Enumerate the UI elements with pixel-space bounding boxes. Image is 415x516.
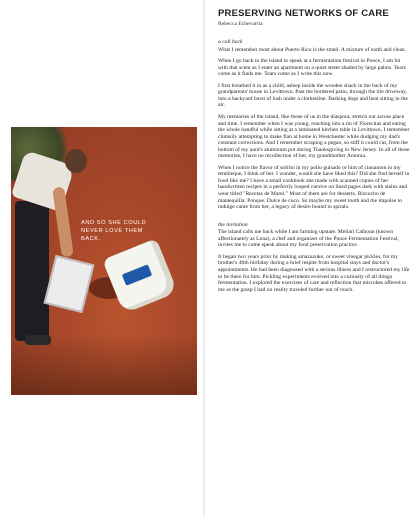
section-heading: a call back: [218, 39, 243, 45]
paragraph: My memories of the island, like those of us in the diaspora, stretch out across place and time. I remember when I was young, reaching into a tin of Florecitas and eating the whole handful while sitting at a laminated kitchen table in Levittown. I remember clumsily attempting to make flan at home in Westchester while dodging my dad's constant corrections. And I remember scraping a pegao, so stiff it could cut, from the bottom of my aunt's aluminum pot during Thanksgiving in New Jersey. In all of these memories, I have no recollection of her, my grandmother Antonia.: [218, 113, 410, 160]
photo-person-legs: [15, 201, 49, 341]
paragraph: When I notice the flavor of sofrito in my pollo guisado or hint of cinnamon in my tembleque, I think of her. I wonder, would she have liked this? Did she find herself in food like me? I have a small cookbook she made with scanned copies of her handwritten recipes in a perfectly looped cursive on lined pages dark with stains and wear titled "Recetas de Mami." Most of them are for desserts. Bizcocho de mantequilla. Ponque. Dulce de coco. So maybe my sweet tooth and the impulse to indulge came from her, a legacy of desire bound in spirals.: [218, 164, 410, 211]
photo-person-head: [65, 149, 87, 173]
article-byline: Rebecca Echevarria: [218, 21, 263, 27]
photo-person-arm: [52, 187, 74, 258]
paragraph: The island calls me back while I am farming upstate. Meliari Calhoun (known affectionately as Lona), a chef and organizer of the Ponce Fermentation Festival, invites me to come speak about my food preservation practice.: [218, 229, 399, 249]
photo-person-shoe: [25, 335, 51, 345]
left-page: [0, 0, 204, 516]
article: [218, 8, 410, 293]
paragraph: It began two years prior by making amazuzuke, or sweet vinegar pickles, for my brother's 40th birthday during a brief respite from hospital stays and doctor's appointments. He had been diagnosed with a serious illness and I restructured my life to be there for him. Pickling experiments evolved into a curiosity of all things fermentation. I explored the exercises of care and reflection that microbes offered to me as the grasp I had on reality traveled further out of reach.: [218, 253, 410, 293]
paragraph: What I remember most about Puerto Rico is the smell. A mixture of earth and clean.: [218, 46, 407, 53]
article-photo: [11, 127, 197, 395]
paragraph: I first breathed it in as a child, asleep inside the wooden shack in the back of my grandparents' house in Levittown. Past the bordered patio, through the tile driveway, into a backyard burst of lush under a clothesline. Barking dogs and heat sitting in the air.: [218, 82, 408, 109]
right-page: [206, 0, 415, 516]
section-heading: the invitation: [218, 221, 248, 228]
photo-caption: AND SO SHE COULD NEVER LOVE THEM BACK.: [81, 220, 147, 242]
photo-tray: [44, 255, 95, 313]
paragraph: When I go back to the island to speak at a fermentation festival in Ponce, I am hit with that scent as I enter an apartment on a quiet street shaded by large palms. Tears come as it finds me. Tears come as I write this now.: [218, 58, 406, 78]
article-title: PRESERVING NETWORKS OF CARE: [218, 8, 389, 19]
